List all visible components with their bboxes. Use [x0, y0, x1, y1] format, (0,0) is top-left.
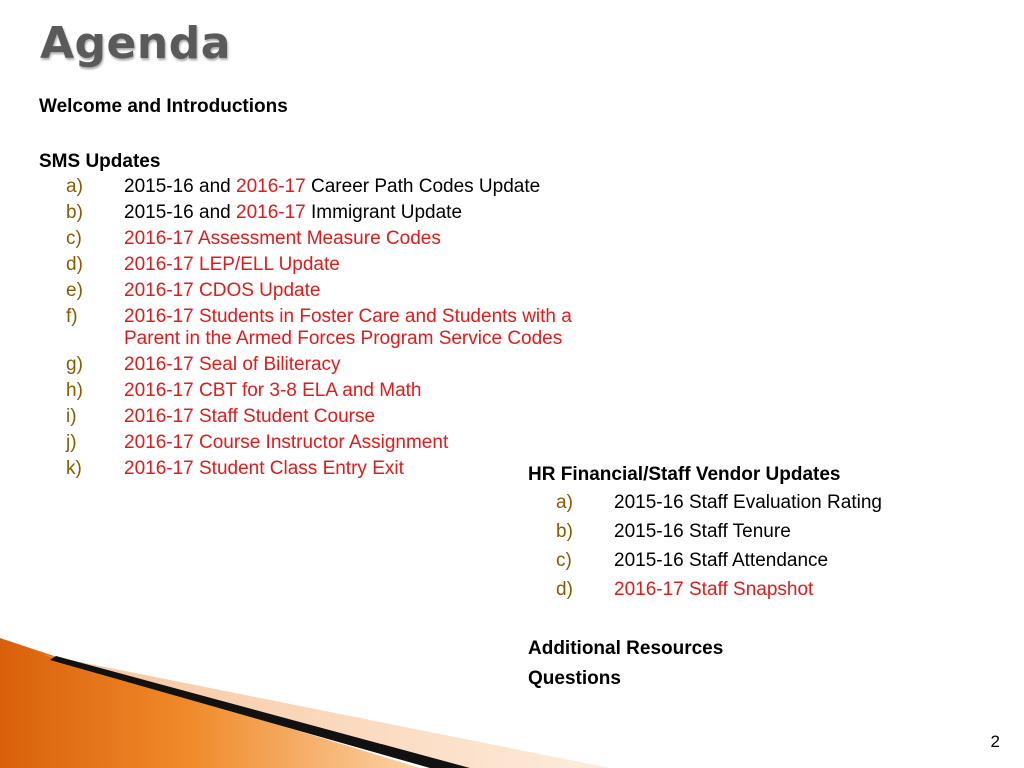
list-item-letter: e) [66, 280, 83, 301]
list-item-text [124, 254, 626, 276]
list-item-letter: i) [66, 406, 77, 427]
list-item-text [124, 228, 626, 250]
list-item [66, 280, 626, 302]
slide-title: Agenda [40, 18, 231, 69]
list-item-text [124, 176, 626, 198]
page-number: 2 [990, 732, 1000, 751]
list-item-letter: a) [556, 492, 573, 513]
list-item-letter: b) [556, 521, 573, 542]
list-item-letter: c) [66, 228, 82, 249]
list-item-letter: a) [66, 176, 83, 197]
list-item-letter: k) [66, 458, 82, 479]
list-item-letter: d) [556, 579, 573, 600]
list-item [66, 306, 626, 350]
list-item-text [124, 380, 626, 402]
list-item [556, 548, 976, 574]
list-item [66, 254, 626, 276]
welcome-heading: Welcome and Introductions [39, 96, 288, 117]
sms-updates-list [66, 176, 626, 484]
list-item-text [124, 202, 626, 224]
highlighted-text: 2016-17 [236, 176, 306, 197]
list-item-letter: d) [66, 254, 83, 275]
highlighted-text: 2016-17 Staff Snapshot [614, 579, 814, 600]
list-item [66, 202, 626, 224]
list-item-letter: h) [66, 380, 83, 401]
list-item-text [124, 280, 626, 302]
plain-text: 2015-16 and [124, 202, 236, 223]
highlighted-text: 2016-17 Course Instructor Assignment [124, 432, 449, 453]
plain-text: 2015-16 Staff Attendance [614, 550, 829, 571]
list-item [66, 354, 626, 376]
highlighted-text: 2016-17 Assessment Measure Codes [124, 228, 441, 249]
hr-heading: HR Financial/Staff Vendor Updates [528, 464, 841, 485]
additional-resources-heading: Additional Resources [528, 638, 724, 659]
plain-text: 2015-16 Staff Tenure [614, 521, 791, 542]
highlighted-text: 2016-17 CDOS Update [124, 280, 321, 301]
list-item-letter: f) [66, 306, 78, 327]
highlighted-text: 2016-17 CBT for 3-8 ELA and Math [124, 380, 422, 401]
highlighted-text: 2016-17 Students in Foster Care and Students with a Parent in the Armed Forces Program Service Codes [124, 306, 572, 349]
list-item-letter: j) [66, 432, 77, 453]
plain-text: Immigrant Update [305, 202, 463, 223]
list-item [66, 228, 626, 250]
hr-updates-list [556, 490, 976, 606]
plain-text: 2015-16 and [124, 176, 236, 197]
list-item-letter: b) [66, 202, 83, 223]
list-item [556, 577, 976, 603]
list-item [66, 176, 626, 198]
list-item-letter: g) [66, 354, 83, 375]
sms-heading: SMS Updates [39, 151, 161, 172]
orange-swoosh-decoration [0, 638, 620, 768]
list-item [66, 380, 626, 402]
highlighted-text: 2016-17 Staff Student Course [124, 406, 376, 427]
highlighted-text: 2016-17 LEP/ELL Update [124, 254, 340, 275]
list-item [66, 406, 626, 428]
list-item-text [614, 519, 976, 545]
plain-text: 2015-16 Staff Evaluation Rating [614, 492, 882, 513]
list-item-text [124, 432, 626, 454]
list-item [66, 432, 626, 454]
list-item-letter: c) [556, 550, 572, 571]
list-item-text [124, 306, 626, 350]
plain-text: Career Path Codes Update [305, 176, 541, 197]
list-item [556, 519, 976, 545]
list-item [556, 490, 976, 516]
questions-heading: Questions [528, 668, 621, 689]
highlighted-text: 2016-17 Student Class Entry Exit [124, 458, 404, 479]
highlighted-text: 2016-17 Seal of Biliteracy [124, 354, 341, 375]
list-item-text [124, 354, 626, 376]
highlighted-text: 2016-17 [236, 202, 306, 223]
list-item-text [614, 548, 976, 574]
list-item-text [614, 577, 976, 603]
list-item-text [124, 406, 626, 428]
list-item-text [614, 490, 976, 516]
